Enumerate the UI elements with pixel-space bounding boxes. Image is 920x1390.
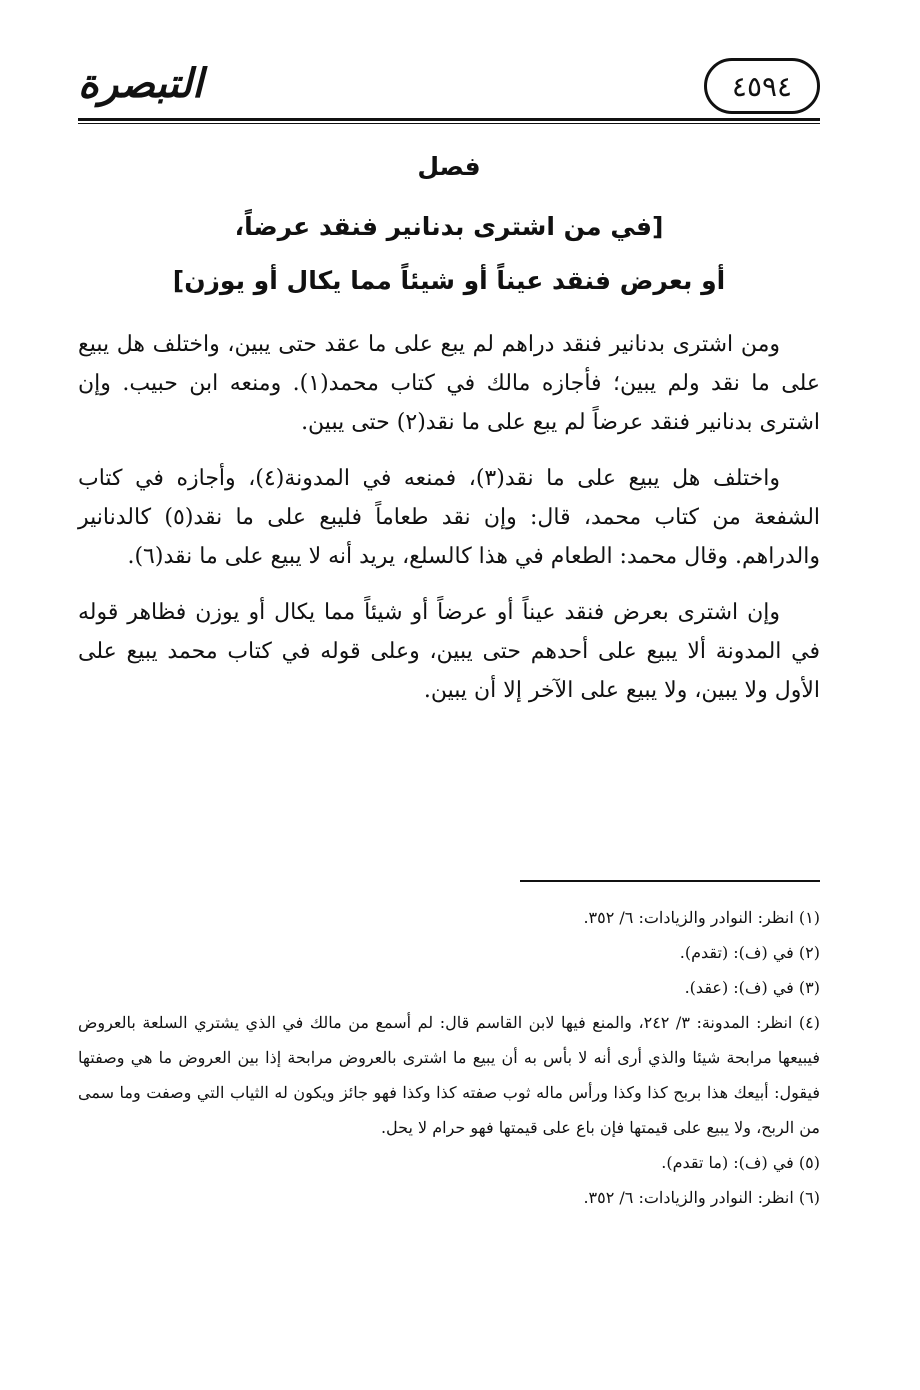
footnote: (٢) في (ف): (تقدم). [679,943,820,962]
footnote: (٣) في (ف): (عقد). [684,978,820,997]
page-number: ٤٥٩٤ [704,58,820,114]
page-header [78,58,820,126]
paragraph: واختلف هل يبيع على ما نقد(٣)، فمنعه في المدونة(٤)، وأجازه في كتاب الشفعة من كتاب محمد، قال: وإن نقد طعاماً فليبع على ما نقد(٥) كالدنانير والدراهم. وقال محمد: الطعام في هذا كالسلع، يريد أنه لا يبيع على ما نقد(٦). [78,466,821,569]
footnote: (٤) انظر: المدونة: ٣/ ٢٤٢، والمنع فيها لابن القاسم قال: لم أسمع من مالك في الذي يشتري السلعة بالعروض فيبيعها مرابحة شيئا والذي أرى أنه لا بأس به أن يبيع ما اشترى بالعروض مرابحة إذا بين العروض ما هي وصفتها فيقول: أبيعك هذا بربح كذا وكذا ورأس ماله ثوب صفته كذا وكذا فهو جائز ويكون له الثياب التي وصفت وما سمى من الربح، ولا يبيع على قيمتها فإن باع على قيمتها فهو حرام لا يحل. [78,1013,820,1137]
book-title-logo: التبصرة [78,60,204,107]
paragraph: وإن اشترى بعرض فنقد عيناً أو عرضاً أو شيئاً مما يكال أو يوزن فظاهر قوله في المدونة ألا يبيع على أحدهم حتى يبين، وعلى قوله في كتاب محمد يبيع على الأول ولا يبين، ولا يبيع على الآخر إلا أن يبين. [78,600,820,703]
section-heading: فصل [417,152,481,181]
footnotes [78,900,820,1215]
footnote: (٥) في (ف): (ما تقدم). [661,1153,820,1172]
header-rule [78,118,820,121]
paragraph: ومن اشترى بدنانير فنقد دراهم لم يبع على ما عقد حتى يبين، واختلف هل يبيع على ما نقد ولم يبين؛ فأجازه مالك في كتاب محمد(١). ومنعه ابن حبيب. وإن اشترى بدنانير فنقد عرضاً لم يبع على ما نقد(٢) حتى يبين. [78,332,820,435]
chapter-title-line2: أو بعرض فنقد عيناً أو شيئاً مما يكال أو يوزن] [172,266,726,295]
header-rule-thin [78,123,820,124]
main-text [78,325,820,727]
footnote: (٦) انظر: النوادر والزيادات: ٦/ ٣٥٢. [583,1188,820,1207]
footnote: (١) انظر: النوادر والزيادات: ٦/ ٣٥٢. [583,908,820,927]
footnote-separator [520,880,820,882]
chapter-title-line1: [في من اشترى بدنانير فنقد عرضاً، [234,212,664,241]
